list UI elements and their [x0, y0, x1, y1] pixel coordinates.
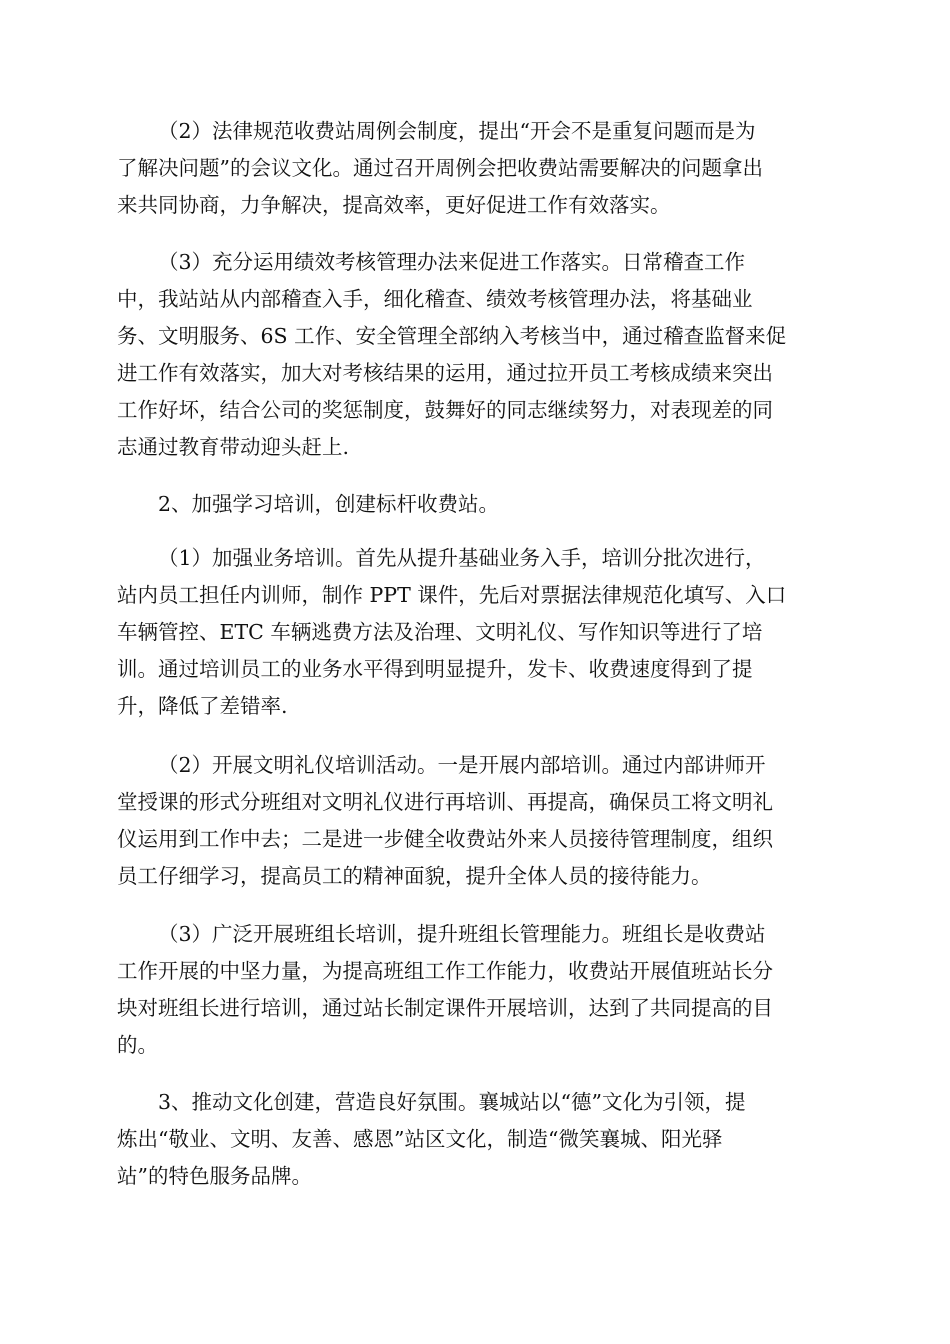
paragraph-line: 站内员工担任内训师，制作 PPT 课件，先后对票据法律规范化填写、入口 — [117, 583, 787, 607]
paragraph-line: 堂授课的形式分班组对文明礼仪进行再培训、再提高，确保员工将文明礼 — [117, 790, 773, 814]
section-heading-training — [117, 486, 835, 523]
paragraph-line: 志通过教育带动迎头赶上. — [117, 435, 350, 459]
paragraph-weekly-meeting — [117, 113, 835, 224]
paragraph-line: 务、文明服务、6S 工作、安全管理全部纳入考核当中，通过稽查监督来促 — [117, 324, 787, 348]
paragraph-line: 炼出“敬业、文明、友善、感恩”站区文化，制造“微笑襄城、阳光驿 — [117, 1127, 723, 1151]
paragraph-performance-assessment — [117, 244, 835, 466]
paragraph-line: （2）法律规范收费站周例会制度，提出“开会不是重复问题而是为 — [158, 119, 756, 143]
paragraph-line: 来共同协商，力争解决，提高效率，更好促进工作有效落实。 — [117, 193, 671, 217]
paragraph-line: （3）充分运用绩效考核管理办法来促进工作落实。日常稽查工作 — [158, 250, 746, 274]
section-heading-culture — [117, 1084, 835, 1195]
paragraph-team-leader-training — [117, 916, 835, 1064]
paragraph-line: 进工作有效落实，加大对考核结果的运用，通过拉开员工考核成绩来突出 — [117, 361, 773, 385]
paragraph-line: 的。 — [117, 1033, 158, 1057]
paragraph-line: （1）加强业务培训。首先从提升基础业务入手，培训分批次进行， — [158, 546, 766, 570]
paragraph-etiquette-training — [117, 747, 835, 895]
paragraph-line: 工作好坏，结合公司的奖惩制度，鼓舞好的同志继续努力，对表现差的同 — [117, 398, 773, 422]
paragraph-line: 训。通过培训员工的业务水平得到明显提升，发卡、收费速度得到了提 — [117, 657, 753, 681]
paragraph-line: 站”的特色服务品牌。 — [117, 1164, 312, 1188]
paragraph-line: 仪运用到工作中去；二是进一步健全收费站外来人员接待管理制度，组织 — [117, 827, 773, 851]
paragraph-line: （2）开展文明礼仪培训活动。一是开展内部培训。通过内部讲师开 — [158, 753, 766, 777]
paragraph-line: 工作开展的中坚力量，为提高班组工作工作能力，收费站开展值班站长分 — [117, 959, 773, 983]
paragraph-line: 升，降低了差错率. — [117, 694, 288, 718]
paragraph-line: 员工仔细学习，提高员工的精神面貌，提升全体人员的接待能力。 — [117, 864, 712, 888]
paragraph-line: 中，我站站从内部稽查入手，细化稽查、绩效考核管理办法，将基础业 — [117, 287, 753, 311]
paragraph-line: 了解决问题”的会议文化。通过召开周例会把收费站需要解决的问题拿出 — [117, 156, 763, 180]
paragraph-line: 车辆管控、ETC 车辆逃费方法及治理、文明礼仪、写作知识等进行了培 — [117, 620, 763, 644]
paragraph-line: （3）广泛开展班组长培训，提升班组长管理能力。班组长是收费站 — [158, 922, 766, 946]
paragraph-line: 2、加强学习培训，创建标杆收费站。 — [158, 492, 500, 516]
paragraph-line: 3、推动文化创建，营造良好氛围。襄城站以“德”文化为引领，提 — [158, 1090, 746, 1114]
paragraph-business-training — [117, 540, 835, 725]
paragraph-line: 块对班组长进行培训，通过站长制定课件开展培训，达到了共同提高的目 — [117, 996, 773, 1020]
